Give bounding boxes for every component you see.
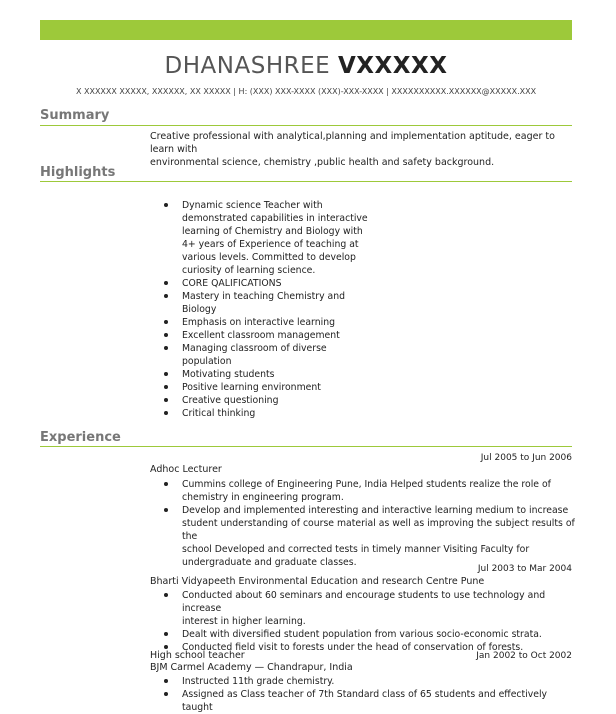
highlights-divider (40, 181, 572, 182)
list-item: Critical thinking (150, 407, 380, 420)
summary-heading: Summary (40, 108, 110, 123)
top-accent-bar (40, 20, 572, 40)
contact-line: X XXXXXX XXXXX, XXXXXX, XX XXXXX | H: (XXX) XXX-XXXX (XXX)-XXX-XXXX | XXXXXXXXXX.XXXXXX@XXXXX.XXX (75, 87, 537, 96)
summary-line: Creative professional with analytical,planning and implementation aptitude, eager to learn with (150, 131, 555, 155)
list-item: CORE QALIFICATIONS (150, 277, 380, 290)
highlights-heading: Highlights (40, 165, 116, 180)
list-item: Conducted field visit to forests under the head of conservation of forests. (150, 641, 580, 654)
highlights-list (150, 199, 380, 420)
first-name: DHANASHREE (164, 53, 331, 79)
job-title: High school teacher (150, 650, 245, 661)
separator: — (251, 662, 268, 673)
list-item: Emphasis on interactive learning (150, 316, 380, 329)
job-employer-line (150, 662, 353, 673)
summary-divider (40, 125, 572, 126)
job-title: Bharti Vidyapeeth Environmental Education and research Centre Pune (150, 576, 485, 587)
list-item: Develop and implemented interesting and interactive learning medium to increase student understanding of course material as well as improving the subject results of the school Developed and corrected tests in timely manner Visiting Faculty for undergraduate and graduate classes. (150, 504, 580, 569)
job-dates: Jan 2002 to Oct 2002 (476, 651, 572, 661)
list-item: Positive learning environment (150, 381, 380, 394)
list-item: Dealt with diversified student population from various socio-economic strata. (150, 628, 580, 641)
list-item: Assigned as Class teacher of 7th Standard class of 65 students and effectively taught (150, 688, 580, 714)
summary-text (150, 130, 575, 169)
job-location: Chandrapur, India (267, 662, 353, 673)
last-name: VXXXXX (337, 53, 448, 79)
job-dates: Jul 2005 to Jun 2006 (480, 453, 572, 463)
job-title: Adhoc Lecturer (150, 464, 222, 475)
job-bullets (150, 589, 580, 654)
summary-line: environmental science, chemistry ,public health and safety background. (150, 157, 495, 168)
list-item: Dynamic science Teacher with demonstrated capabilities in interactive learning of Chemistry and Biology with 4+ years of Experience of teaching at various levels. Committed to develop curiosity of learning science. (150, 199, 380, 277)
list-item: Mastery in teaching Chemistry and Biology (150, 290, 380, 316)
employer: BJM Carmel Academy (150, 662, 252, 673)
list-item: Instructed 11th grade chemistry. (150, 675, 580, 688)
list-item: Cummins college of Engineering Pune, India Helped students realize the role of chemistry in engineering program. (150, 478, 580, 504)
candidate-name (40, 53, 572, 79)
list-item: Managing classroom of diverse population (150, 342, 380, 368)
list-item: Motivating students (150, 368, 380, 381)
job-bullets (150, 478, 580, 569)
experience-heading: Experience (40, 430, 121, 445)
list-item: Creative questioning (150, 394, 380, 407)
experience-divider (40, 446, 572, 447)
job-bullets (150, 675, 580, 714)
list-item: Excellent classroom management (150, 329, 380, 342)
job-dates: Jul 2003 to Mar 2004 (477, 564, 572, 574)
list-item: Conducted about 60 seminars and encourage students to use technology and increase interest in higher learning. (150, 589, 580, 628)
